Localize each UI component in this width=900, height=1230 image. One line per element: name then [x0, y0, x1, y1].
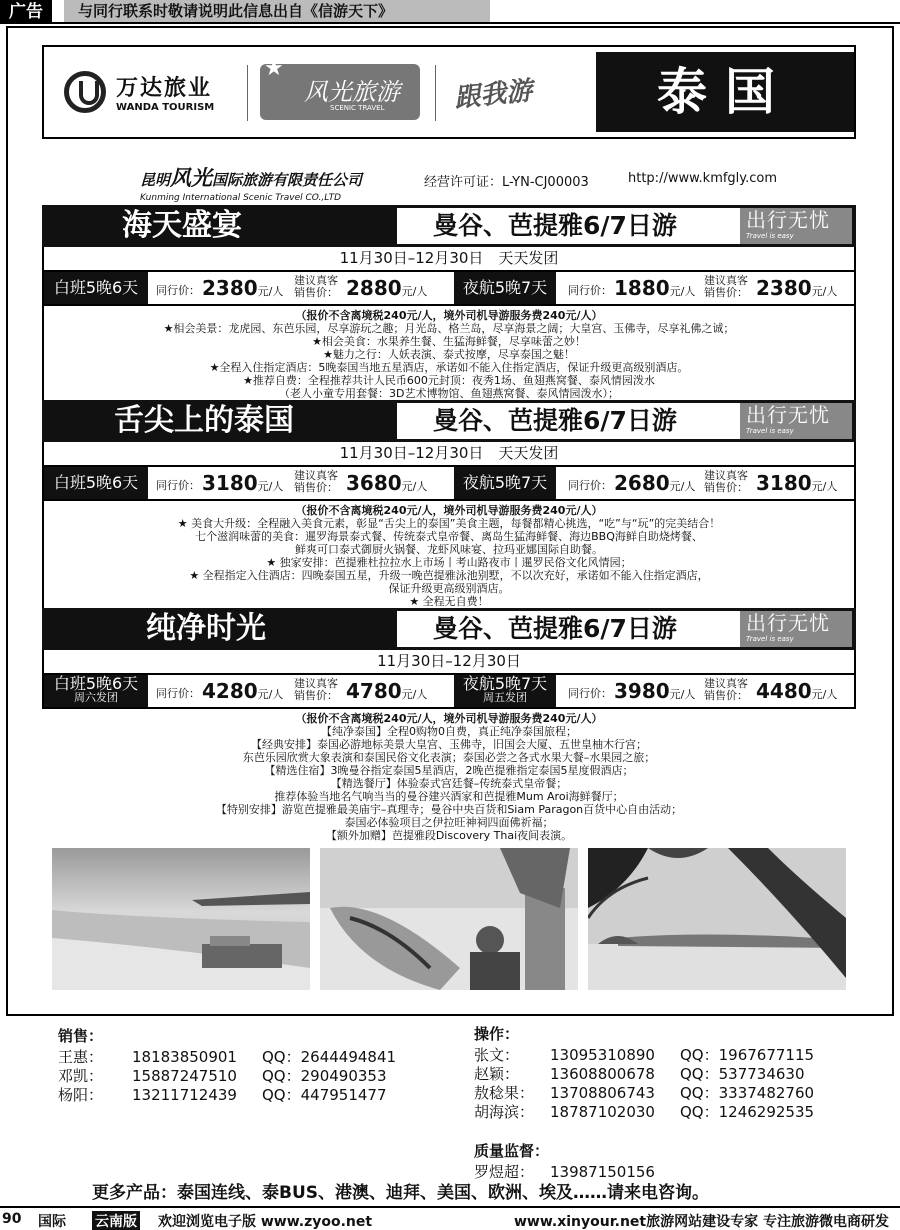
palm-photo — [588, 848, 846, 990]
page-number: 90 — [2, 1211, 22, 1227]
contact-row: 赵颖： 13608800678 QQ：537734630 — [474, 1065, 805, 1083]
product-desc — [42, 709, 856, 841]
desc-line: 【纯净泰国】全程0购物0自费，真正纯净泰国旅程； — [321, 725, 577, 738]
travel-easy-badge: 出行无忧 Travel is easy — [740, 403, 852, 439]
peer-label: 同行价： — [568, 687, 612, 700]
desc-line: 推荐体验当地名气响当当的曼谷建兴酒家和芭提雅Mum Aroi海鲜餐厅； — [274, 790, 624, 803]
logo-box — [42, 45, 856, 139]
beach-photo — [52, 848, 310, 990]
contact-row: 张文： 13095310890 QQ：1967677115 — [474, 1046, 815, 1064]
desc-line: 七个滋润味蕾的美食：暹罗海景泰式餐、传统泰式皇帝餐、离岛生猛海鲜餐、海边BBQ海鲜自助烧烤餐、 — [195, 530, 703, 543]
wanda-logo — [64, 47, 214, 137]
destination-title: 泰国 — [596, 52, 854, 132]
retail-price: 3180元/人 — [756, 471, 838, 495]
tax-note: （报价不含离境税240元/人，境外司机导游服务费240元/人） — [295, 504, 603, 517]
retail-price: 3680元/人 — [346, 471, 428, 495]
license: 经营许可证：L-YN-CJ00003 — [424, 175, 589, 190]
peer-price: 2380元/人 — [202, 276, 284, 300]
surfer-photo — [320, 848, 578, 990]
desc-line: （老人小童专用套餐：3D艺术博物馆、鱼翅燕窝餐、泰风情园泼水）； — [279, 387, 619, 400]
price-row — [42, 272, 856, 306]
desc-line: ★相会美食：水果养生餐、生猛海鲜餐，尽享味蕾之妙！ — [312, 335, 586, 348]
desc-line: ★ 全程无自费！ — [409, 595, 489, 608]
desc-line: ★ 独家安排：芭提雅杜拉拉水上市场丨考山路夜市丨暹罗民俗文化风情园； — [266, 556, 632, 569]
footer-right: www.xinyour.net旅游网站建设专家 专注旅游微电商研发 — [514, 1214, 889, 1230]
day-flight-label: 白班5晚6天 周六发团 — [44, 675, 148, 707]
divider — [435, 65, 436, 121]
night-flight-label: 夜航5晚7天 — [454, 467, 556, 499]
more-products: 更多产品：泰国连线、泰BUS、港澳、迪拜、美国、欧洲、埃及……请来电咨询。 — [92, 1183, 710, 1203]
quality-title: 质量监督： — [474, 1142, 550, 1160]
price-row — [42, 675, 856, 709]
retail-price: 4480元/人 — [756, 679, 838, 703]
company-suffix: 国际旅游有限责任公司 — [212, 171, 363, 189]
sales-contacts — [58, 1025, 396, 1105]
desc-line: 【精选餐厅】体验泰式宫廷餐–传统泰式皇帝餐； — [330, 777, 568, 790]
retail-label: 建议真客 销售价： — [294, 274, 338, 299]
ops-title: 操作： — [474, 1025, 520, 1043]
star-icon: ★ — [264, 56, 284, 81]
follow-text: 跟我游 — [452, 75, 534, 114]
product-route: 曼谷、芭提雅6/7日游 — [397, 611, 807, 647]
desc-line: 【特别安排】游览芭提雅最美庙宇–真理寺；曼谷中央百货和Siam Paragon百货中心自由活动； — [215, 803, 683, 816]
date-row: 11月30日–12月30日 天天发团 — [42, 247, 856, 272]
travel-easy-badge — [740, 208, 852, 244]
edition: 云南版 — [92, 1211, 140, 1230]
product-title-bar — [42, 400, 856, 442]
ops-contacts — [474, 1023, 814, 1182]
product-title-bar — [42, 608, 856, 650]
footer-left: 欢迎浏览电子版 www.zyoo.net — [158, 1214, 373, 1230]
desc-line: ★ 美食大升级：全程融入美食元素，彰显“舌尖上的泰国”美食主题，每餐都精心挑选，“吃”与“玩”的完美结合！ — [177, 517, 721, 530]
travel-easy-badge: 出行无忧 Travel is easy — [740, 611, 852, 647]
peer-label: 同行价： — [156, 479, 200, 492]
contact-row: 罗煜超： 13987150156 — [474, 1163, 655, 1181]
badge-en: Travel is easy — [746, 232, 794, 240]
desc-line: 保证升级更高级别酒店。 — [388, 582, 510, 595]
product-title-bar — [42, 205, 856, 247]
contact-row: 杨阳： 13211712439 QQ：447951477 — [58, 1086, 387, 1104]
company-big: 风光 — [170, 166, 213, 190]
divider — [247, 65, 248, 121]
footer — [0, 1206, 900, 1230]
retail-label: 建议真客 销售价： — [294, 677, 338, 702]
peer-price: 2680元/人 — [614, 471, 696, 495]
top-bar — [0, 0, 900, 24]
peer-label: 同行价： — [568, 284, 612, 297]
retail-label: 建议真客 销售价： — [294, 469, 338, 494]
desc-line: 鲜爽可口泰式御厨火锅餐、龙虾风味宴、拉玛亚娜国际自助餐。 — [295, 543, 603, 556]
product-name: 纯净时光 — [146, 611, 266, 646]
desc-line: 【精选住宿】3晚曼谷指定泰国5星酒店，2晚芭提雅指定泰国5星度假酒店； — [264, 764, 634, 777]
night-flight-label: 夜航5晚7天 周五发团 — [454, 675, 556, 707]
scenic-en: SCENIC TRAVEL — [330, 104, 385, 112]
desc-line: 【经典安排】泰国必游地标美景大皇宫、玉佛寺，旧国会大厦、五世皇柚木行宫； — [251, 738, 647, 751]
section: 国际 — [38, 1214, 66, 1230]
contact-row: 邓凯： 15887247510 QQ：290490353 — [58, 1067, 387, 1085]
retail-label: 建议真客 销售价： — [704, 469, 748, 494]
tax-note: （报价不含离境税240元/人，境外司机导游服务费240元/人） — [295, 712, 603, 725]
peer-price: 4280元/人 — [202, 679, 284, 703]
wanda-cn: 万达旅业 — [116, 76, 213, 101]
contact-row: 敖稔果： 13708806743 QQ：3337482760 — [474, 1084, 815, 1102]
source-notice: 与同行联系时敬请说明此信息出自《信游天下》 — [64, 0, 490, 22]
desc-line: ★ 全程指定入住酒店：四晚泰国五星，升级一晚芭提雅泳池别墅，不以次充好，承诺如不能入住指定酒店， — [189, 569, 709, 582]
desc-line: 【额外加赠】芭提雅段Discovery Thai夜间表演。 — [325, 829, 573, 842]
sales-title: 销售： — [58, 1027, 104, 1045]
date-row: 11月30日–12月30日 — [42, 650, 856, 675]
product-desc — [42, 501, 856, 608]
product-route: 曼谷、芭提雅6/7日游 — [397, 208, 807, 244]
badge-cn: 出行无忧 — [746, 208, 830, 232]
day-flight-label: 白班5晚6天 — [44, 272, 148, 304]
desc-line: ★推荐自费：全程推荐共计人民币600元封顶：夜秀1场、鱼翅燕窝餐、泰风情园泼水 — [243, 374, 655, 387]
desc-line: 泰国必体验项目之伊拉旺神祠四面佛祈福； — [344, 816, 554, 829]
retail-label: 建议真客 销售价： — [704, 274, 748, 299]
product-route: 曼谷、芭提雅6/7日游 — [397, 403, 807, 439]
desc-line: ★全程入住指定酒店：5晚泰国当地五星酒店，承诺如不能入住指定酒店，保证升级更高级别酒店。 — [209, 361, 689, 374]
desc-line: ★魅力之行：人妖表演、泰式按摩，尽享泰国之魅！ — [323, 348, 575, 361]
product-name: 舌尖上的泰国 — [114, 403, 294, 438]
day-flight-label: 白班5晚6天 — [44, 467, 148, 499]
scenic-cn: 风光旅游 — [304, 78, 400, 106]
retail-price: 2880元/人 — [346, 276, 428, 300]
retail-label: 建议真客 销售价： — [704, 677, 748, 702]
desc-line: 东芭乐园欣赏大象表演和泰国民俗文化表演；泰国必尝之各式水果大餐–水果园之旅； — [242, 751, 656, 764]
peer-price: 1880元/人 — [614, 276, 696, 300]
website-link[interactable]: http://www.kmfgly.com — [628, 171, 778, 186]
peer-price: 3180元/人 — [202, 471, 284, 495]
retail-price: 4780元/人 — [346, 679, 428, 703]
peer-label: 同行价： — [156, 687, 200, 700]
contact-row: 胡海滨： 18787102030 QQ：1246292535 — [474, 1103, 815, 1121]
contact-row: 王惠： 18183850901 QQ：2644494841 — [58, 1048, 397, 1066]
desc-line: ★相会美景：龙虎园、东芭乐园，尽享游玩之趣；月光岛、格兰岛，尽享海景之阔；大皇宫、玉佛寺，尽享礼佛之诚； — [163, 322, 735, 335]
company-name — [140, 162, 362, 203]
product-name: 海天盛宴 — [122, 208, 242, 243]
tax-note: （报价不含离境税240元/人，境外司机导游服务费240元/人） — [295, 309, 603, 322]
retail-price: 2380元/人 — [756, 276, 838, 300]
peer-price: 3980元/人 — [614, 679, 696, 703]
wanda-icon — [64, 71, 106, 113]
company-prefix: 昆明 — [140, 171, 171, 189]
product-desc — [42, 306, 856, 400]
date-row: 11月30日–12月30日 天天发团 — [42, 442, 856, 467]
peer-label: 同行价： — [156, 284, 200, 297]
follow-logo — [454, 47, 532, 137]
company-en: Kunming International Scenic Travel CO.,LTD — [140, 193, 342, 203]
peer-label: 同行价： — [568, 479, 612, 492]
night-flight-label: 夜航5晚7天 — [454, 272, 556, 304]
wanda-en: WANDA TOURISM — [116, 102, 215, 113]
price-row — [42, 467, 856, 501]
scenic-logo — [260, 47, 420, 137]
ad-label: 广告 — [0, 0, 52, 24]
